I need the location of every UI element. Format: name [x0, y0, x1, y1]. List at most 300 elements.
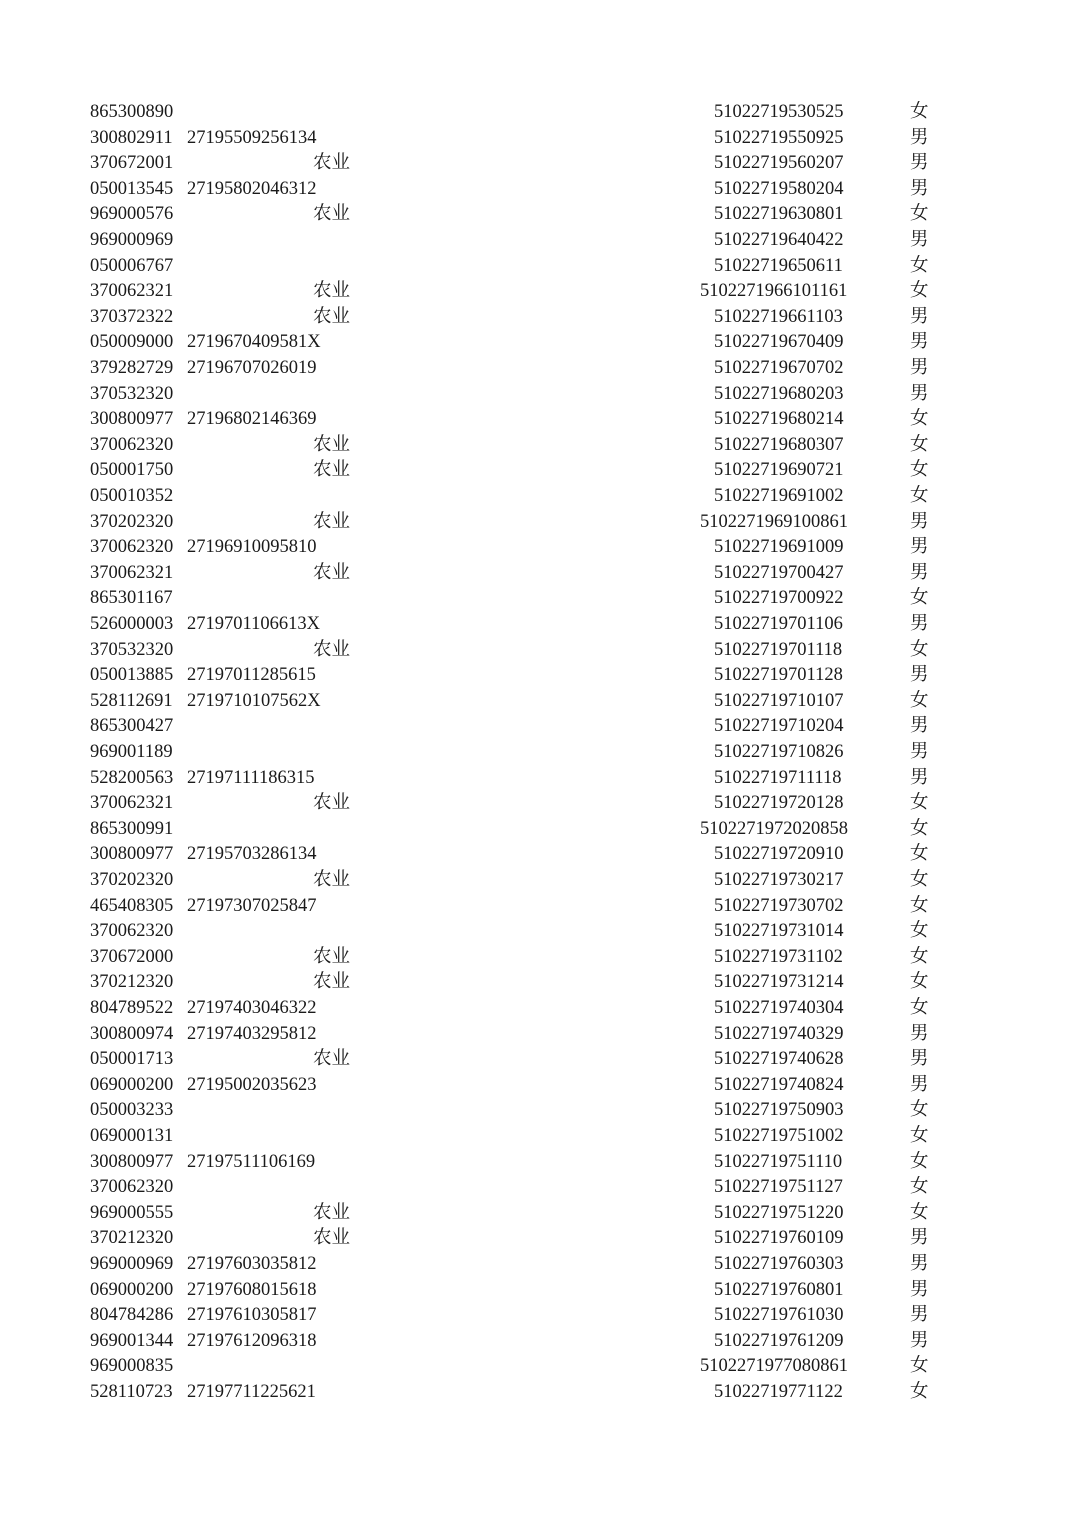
id-number-text: 51022719701128	[714, 665, 843, 686]
cell-gender: 女	[910, 895, 929, 916]
cell-id-prefix: 050003233	[90, 1100, 174, 1121]
cell-id-prefix: 370532320	[90, 639, 174, 660]
cell-gender: 女	[910, 946, 929, 967]
cell-id-number	[714, 458, 870, 483]
table-row	[0, 1150, 1075, 1175]
cell-category: 2719710107562X	[187, 690, 321, 711]
cell-gender: 男	[910, 383, 929, 404]
cell-category: 27196707026019	[187, 358, 317, 378]
cell-gender: 男	[910, 1330, 929, 1351]
cell-id-number	[714, 1175, 870, 1200]
cell-id-prefix: 370672000	[90, 946, 174, 967]
cell-id-prefix: 050013885	[90, 665, 174, 686]
cell-id-prefix: 379282729	[90, 358, 174, 378]
cell-id-number	[714, 638, 870, 663]
cell-gender: 女	[910, 818, 929, 839]
table-row	[0, 1380, 1075, 1405]
table-row	[0, 1098, 1075, 1123]
cell-category: 27197403295812	[187, 1023, 317, 1044]
table-row	[0, 766, 1075, 791]
cell-id-prefix: 528110723	[90, 1382, 173, 1402]
cell-id-prefix: 526000003	[90, 614, 174, 634]
cell-id-prefix: 370532320	[90, 383, 174, 404]
cell-category	[187, 817, 357, 842]
table-row	[0, 842, 1075, 867]
table-row	[0, 1124, 1075, 1149]
cell-id-number	[714, 766, 870, 791]
id-number-text: 51022719740329	[714, 1023, 844, 1044]
cell-gender: 男	[910, 1228, 929, 1249]
table-row	[0, 1201, 1075, 1226]
table-row	[0, 714, 1075, 739]
cell-category	[187, 382, 357, 407]
id-number-text: 51022719761030	[714, 1305, 844, 1326]
cell-gender: 女	[910, 998, 929, 1018]
cell-category: 农业	[313, 434, 351, 455]
cell-category: 27197403046322	[187, 998, 317, 1018]
cell-category: 农业	[313, 281, 351, 302]
id-number-text: 5102271977080861	[700, 1356, 848, 1377]
cell-category: 农业	[313, 204, 351, 225]
cell-gender: 男	[910, 230, 929, 250]
id-number-text: 51022719691002	[714, 486, 844, 506]
cell-id-number	[714, 919, 870, 944]
table-row	[0, 1047, 1075, 1072]
cell-id-number	[714, 1380, 870, 1405]
cell-id-number	[700, 279, 870, 304]
cell-id-prefix: 370062321	[90, 281, 174, 302]
cell-id-prefix: 300800977	[90, 844, 174, 865]
cell-id-prefix: 050006767	[90, 255, 174, 276]
cell-gender: 女	[910, 255, 929, 276]
table-row	[0, 791, 1075, 816]
cell-id-prefix: 969000576	[90, 204, 174, 225]
cell-category	[187, 1098, 357, 1123]
cell-gender: 女	[910, 844, 929, 865]
cell-id-number	[714, 586, 870, 611]
table-row	[0, 330, 1075, 355]
cell-gender: 男	[910, 1023, 929, 1044]
cell-gender: 女	[910, 1202, 929, 1223]
cell-category: 27197711225621	[187, 1382, 316, 1402]
cell-category: 27197603035812	[187, 1254, 317, 1274]
cell-id-prefix: 804784286	[90, 1305, 174, 1326]
cell-id-prefix: 969000555	[90, 1202, 174, 1223]
cell-category: 农业	[313, 972, 351, 993]
cell-id-number	[714, 1073, 870, 1098]
cell-id-number	[714, 740, 870, 765]
cell-id-number	[714, 1022, 870, 1047]
id-number-text: 51022719761209	[714, 1330, 844, 1351]
cell-id-prefix: 069000200	[90, 1074, 174, 1095]
cell-id-prefix: 050013545	[90, 178, 174, 199]
cell-gender: 女	[910, 1177, 929, 1198]
cell-category: 2719670409581X	[187, 332, 321, 353]
table-row	[0, 612, 1075, 637]
cell-gender: 男	[910, 1279, 929, 1300]
cell-id-prefix: 370672001	[90, 153, 174, 174]
cell-id-number	[714, 945, 870, 970]
table-row	[0, 151, 1075, 176]
cell-gender: 女	[910, 639, 929, 660]
cell-gender: 男	[910, 742, 929, 762]
id-number-text: 51022719650611	[714, 255, 843, 276]
cell-id-number	[714, 228, 870, 253]
cell-category	[187, 919, 357, 944]
cell-id-number	[714, 970, 870, 995]
cell-id-number	[714, 714, 870, 739]
cell-id-prefix: 370062321	[90, 793, 174, 814]
cell-category: 农业	[313, 1049, 351, 1070]
id-number-text: 5102271972020858	[700, 818, 848, 839]
id-number-text: 51022719701118	[714, 639, 843, 660]
cell-id-number	[714, 1226, 870, 1251]
cell-id-prefix: 969001344	[90, 1330, 174, 1351]
table-row	[0, 663, 1075, 688]
table-row	[0, 1022, 1075, 1047]
cell-gender: 男	[910, 537, 929, 558]
table-row	[0, 996, 1075, 1021]
cell-category: 27197011285615	[187, 665, 316, 686]
table-row	[0, 254, 1075, 279]
cell-id-number	[714, 1201, 870, 1226]
cell-id-number	[714, 382, 870, 407]
cell-id-number	[714, 1329, 870, 1354]
id-number-text: 51022719740824	[714, 1074, 844, 1095]
cell-id-number	[700, 817, 870, 842]
table-row	[0, 1175, 1075, 1200]
cell-gender: 男	[910, 358, 929, 378]
cell-id-number	[714, 305, 870, 330]
id-number-text: 51022719760303	[714, 1254, 844, 1274]
cell-gender: 女	[910, 921, 929, 942]
cell-category: 27195002035623	[187, 1074, 317, 1095]
cell-category: 27197610305817	[187, 1305, 317, 1326]
cell-category: 27195509256134	[187, 127, 317, 148]
cell-id-prefix: 370062320	[90, 921, 174, 942]
cell-id-number	[714, 202, 870, 227]
cell-id-number	[714, 689, 870, 714]
cell-id-prefix: 300800974	[90, 1023, 174, 1044]
cell-id-prefix: 969000969	[90, 1254, 174, 1274]
cell-category: 农业	[313, 153, 351, 174]
cell-gender: 男	[910, 127, 929, 148]
id-number-text: 51022719691009	[714, 537, 844, 558]
table-row	[0, 1073, 1075, 1098]
cell-gender: 女	[910, 204, 929, 225]
cell-id-prefix: 528200563	[90, 767, 174, 788]
cell-gender: 男	[910, 153, 929, 174]
cell-gender: 男	[910, 1074, 929, 1095]
cell-category: 农业	[313, 1202, 351, 1223]
cell-id-prefix: 370062320	[90, 1177, 174, 1198]
cell-gender: 女	[910, 1100, 929, 1121]
cell-id-prefix: 300802911	[90, 127, 173, 148]
id-number-text: 51022719760801	[714, 1279, 844, 1300]
id-number-text: 51022719550925	[714, 127, 844, 148]
cell-id-prefix: 370202320	[90, 870, 174, 890]
id-number-text: 51022719530525	[714, 102, 844, 122]
cell-id-number	[714, 663, 870, 688]
cell-id-number	[714, 330, 870, 355]
cell-gender: 女	[910, 102, 929, 122]
cell-id-prefix: 370212320	[90, 972, 174, 993]
cell-id-prefix: 804789522	[90, 998, 174, 1018]
cell-id-number	[714, 433, 870, 458]
cell-id-prefix: 069000200	[90, 1279, 174, 1300]
cell-id-number	[714, 612, 870, 637]
cell-category	[187, 1354, 357, 1379]
id-number-text: 51022719720910	[714, 844, 844, 865]
cell-category	[187, 740, 357, 765]
cell-id-prefix: 465408305	[90, 895, 174, 916]
cell-gender: 男	[910, 511, 929, 532]
table-row	[0, 945, 1075, 970]
id-number-text: 51022719751002	[714, 1126, 844, 1146]
id-number-text: 51022719680203	[714, 383, 844, 404]
cell-category: 27197511106169	[187, 1151, 316, 1172]
table-row	[0, 970, 1075, 995]
cell-category	[187, 1124, 357, 1149]
cell-id-number	[714, 842, 870, 867]
id-number-text: 5102271969100861	[700, 511, 848, 532]
table-row	[0, 484, 1075, 509]
cell-gender: 女	[910, 1356, 929, 1377]
id-number-text: 51022719760109	[714, 1228, 844, 1249]
cell-id-prefix: 050010352	[90, 486, 174, 506]
cell-gender: 男	[910, 767, 929, 788]
cell-id-number	[714, 996, 870, 1021]
cell-gender: 女	[910, 486, 929, 506]
table-row	[0, 868, 1075, 893]
id-number-text: 51022719680214	[714, 409, 844, 430]
id-number-text: 51022719661103	[714, 306, 843, 327]
cell-id-prefix: 865300991	[90, 818, 174, 839]
id-number-text: 51022719731102	[714, 946, 843, 967]
cell-category: 27195703286134	[187, 844, 317, 865]
cell-gender: 女	[910, 281, 929, 302]
cell-gender: 女	[910, 793, 929, 814]
cell-category: 27197612096318	[187, 1330, 317, 1351]
id-number-text: 51022719680307	[714, 434, 844, 455]
id-number-text: 51022719771122	[714, 1382, 843, 1402]
table-row	[0, 1354, 1075, 1379]
id-number-text: 51022719751127	[714, 1177, 843, 1198]
cell-category	[187, 586, 357, 611]
cell-id-prefix: 969001189	[90, 742, 173, 762]
id-number-text: 51022719700427	[714, 562, 844, 583]
cell-id-number	[700, 510, 870, 535]
id-number-text: 51022719700922	[714, 588, 844, 609]
id-number-text: 51022719710107	[714, 690, 844, 711]
cell-category: 27196910095810	[187, 537, 317, 558]
id-number-text: 51022719710826	[714, 742, 844, 762]
id-number-text: 51022719751110	[714, 1151, 843, 1172]
cell-gender: 男	[910, 614, 929, 634]
cell-id-prefix: 370062320	[90, 434, 174, 455]
cell-gender: 男	[910, 665, 929, 686]
cell-gender: 女	[910, 409, 929, 430]
cell-gender: 女	[910, 1382, 929, 1402]
cell-category	[187, 714, 357, 739]
cell-gender: 男	[910, 1254, 929, 1274]
id-number-text: 51022719580204	[714, 178, 844, 199]
id-number-text: 51022719731214	[714, 972, 844, 993]
cell-gender: 女	[910, 972, 929, 993]
cell-id-prefix: 969000969	[90, 230, 174, 250]
cell-gender: 男	[910, 1305, 929, 1326]
cell-id-prefix: 370062320	[90, 537, 174, 558]
cell-category: 27197111186315	[187, 767, 315, 788]
cell-id-number	[714, 1252, 870, 1277]
cell-gender: 女	[910, 690, 929, 711]
id-number-text: 51022719560207	[714, 153, 844, 174]
table-row	[0, 894, 1075, 919]
cell-id-number	[714, 254, 870, 279]
cell-id-number	[700, 1354, 870, 1379]
cell-category: 农业	[313, 639, 351, 660]
cell-category	[187, 228, 357, 253]
cell-id-prefix: 069000131	[90, 1126, 174, 1146]
cell-category: 27197307025847	[187, 895, 317, 916]
cell-category	[187, 1175, 357, 1200]
cell-id-number	[714, 1278, 870, 1303]
table-row	[0, 561, 1075, 586]
cell-id-prefix: 370062321	[90, 562, 174, 583]
table-row	[0, 177, 1075, 202]
cell-id-number	[714, 791, 870, 816]
table-row	[0, 535, 1075, 560]
cell-id-number	[714, 894, 870, 919]
id-number-text: 51022719690721	[714, 460, 844, 481]
table-row	[0, 1226, 1075, 1251]
table-row	[0, 458, 1075, 483]
table-row	[0, 433, 1075, 458]
id-number-text: 51022719720128	[714, 793, 844, 814]
cell-id-prefix: 300800977	[90, 1151, 174, 1172]
cell-id-number	[714, 561, 870, 586]
cell-gender: 男	[910, 562, 929, 583]
cell-id-number	[714, 1047, 870, 1072]
cell-id-prefix: 050009000	[90, 332, 174, 353]
table-row	[0, 279, 1075, 304]
id-number-text: 51022719740304	[714, 998, 844, 1018]
id-number-text: 51022719731014	[714, 921, 844, 942]
cell-category	[187, 254, 357, 279]
table-row	[0, 1329, 1075, 1354]
cell-category: 农业	[313, 306, 351, 327]
cell-category: 27195802046312	[187, 178, 317, 199]
id-number-text: 51022719670409	[714, 332, 844, 353]
table-row	[0, 510, 1075, 535]
id-number-text: 51022719640422	[714, 230, 844, 250]
cell-id-number	[714, 151, 870, 176]
cell-id-number	[714, 177, 870, 202]
cell-id-prefix: 370212320	[90, 1228, 174, 1249]
table-row	[0, 100, 1075, 125]
cell-id-number	[714, 126, 870, 151]
id-number-text: 5102271966101161	[700, 281, 848, 302]
cell-category: 27197608015618	[187, 1279, 317, 1300]
cell-gender: 男	[910, 716, 929, 737]
cell-gender: 女	[910, 434, 929, 455]
cell-gender: 男	[910, 1049, 929, 1070]
table-row	[0, 586, 1075, 611]
cell-id-prefix: 370372322	[90, 306, 174, 327]
cell-gender: 女	[910, 1126, 929, 1146]
table-row	[0, 1303, 1075, 1328]
cell-id-prefix: 370202320	[90, 511, 174, 532]
table-row	[0, 305, 1075, 330]
cell-id-number	[714, 484, 870, 509]
table-row	[0, 382, 1075, 407]
cell-category: 农业	[313, 870, 351, 890]
table-row	[0, 919, 1075, 944]
cell-id-number	[714, 100, 870, 125]
id-number-text: 51022719711118	[714, 767, 842, 788]
cell-id-prefix: 050001713	[90, 1049, 174, 1070]
table-row	[0, 407, 1075, 432]
id-number-text: 51022719670702	[714, 358, 844, 378]
cell-id-prefix: 865300427	[90, 716, 174, 737]
id-number-text: 51022719701106	[714, 614, 843, 634]
cell-gender: 女	[910, 588, 929, 609]
cell-category: 农业	[313, 946, 351, 967]
id-number-text: 51022719740628	[714, 1049, 844, 1070]
id-number-text: 51022719730217	[714, 870, 844, 890]
cell-id-prefix: 865300890	[90, 102, 174, 122]
cell-id-number	[714, 1303, 870, 1328]
cell-id-number	[714, 407, 870, 432]
cell-gender: 男	[910, 306, 929, 327]
cell-id-number	[714, 1098, 870, 1123]
table-row	[0, 689, 1075, 714]
cell-category: 2719701106613X	[187, 614, 320, 634]
cell-id-prefix: 969000835	[90, 1356, 174, 1377]
id-number-text: 51022719630801	[714, 204, 844, 225]
cell-category	[187, 484, 357, 509]
table-row	[0, 1252, 1075, 1277]
cell-id-prefix: 528112691	[90, 690, 173, 711]
cell-gender: 女	[910, 870, 929, 890]
table-row	[0, 638, 1075, 663]
cell-gender: 女	[910, 1151, 929, 1172]
table-row	[0, 126, 1075, 151]
id-number-text: 51022719750903	[714, 1100, 844, 1121]
table-row	[0, 740, 1075, 765]
cell-id-number	[714, 535, 870, 560]
cell-id-number	[714, 868, 870, 893]
cell-category: 农业	[313, 793, 351, 814]
cell-category	[187, 100, 357, 125]
table-row	[0, 202, 1075, 227]
table-row	[0, 1278, 1075, 1303]
cell-id-prefix: 050001750	[90, 460, 174, 481]
cell-id-number	[714, 1150, 870, 1175]
table-row	[0, 817, 1075, 842]
cell-id-number	[714, 356, 870, 381]
cell-id-number	[714, 1124, 870, 1149]
cell-id-prefix: 300800977	[90, 409, 174, 430]
cell-category: 农业	[313, 562, 351, 583]
cell-gender: 男	[910, 332, 929, 353]
table-row	[0, 228, 1075, 253]
id-number-text: 51022719730702	[714, 895, 844, 916]
cell-gender: 女	[910, 460, 929, 481]
cell-category: 农业	[313, 1228, 351, 1249]
cell-category: 农业	[313, 511, 351, 532]
table-row	[0, 356, 1075, 381]
